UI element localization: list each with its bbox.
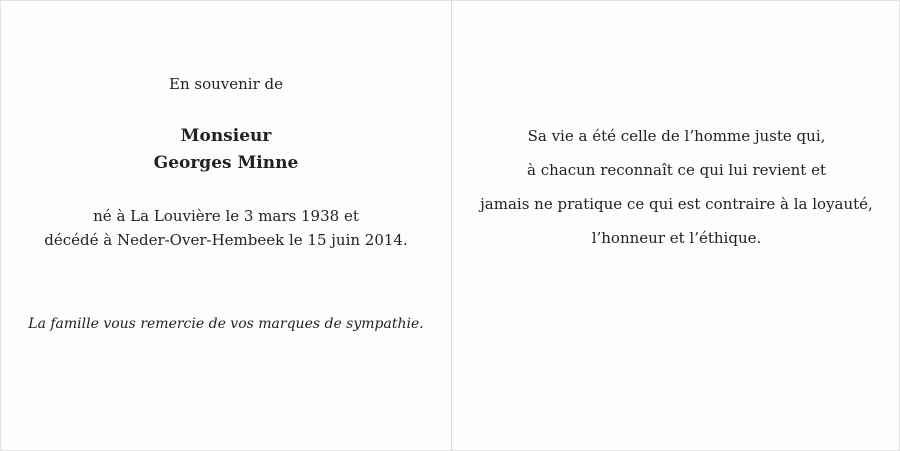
tribute-text [452, 119, 900, 255]
birth-line: né à La Louvière le 3 mars 1938 et [93, 207, 359, 225]
tribute-line: l’honneur et l’éthique. [591, 229, 762, 247]
family-thanks: La famille vous remercie de vos marques de sympathie. [28, 316, 424, 332]
intro-text: En souvenir de [169, 75, 283, 93]
tribute-line: Sa vie a été celle de l’homme juste qui, [527, 127, 826, 145]
tribute-line: à chacun reconnaît ce qui lui revient et [527, 161, 826, 179]
deceased-name: Georges Minne [153, 153, 299, 173]
death-line: décédé à Neder-Over-Hembeek le 15 juin 2014. [44, 231, 408, 249]
left-panel [1, 1, 451, 451]
right-panel [452, 1, 900, 451]
deceased-name-block [1, 123, 451, 177]
life-dates [1, 204, 451, 252]
honorific: Monsieur [180, 126, 272, 146]
tribute-line: jamais ne pratique ce qui est contraire à la loyauté, [480, 195, 873, 213]
